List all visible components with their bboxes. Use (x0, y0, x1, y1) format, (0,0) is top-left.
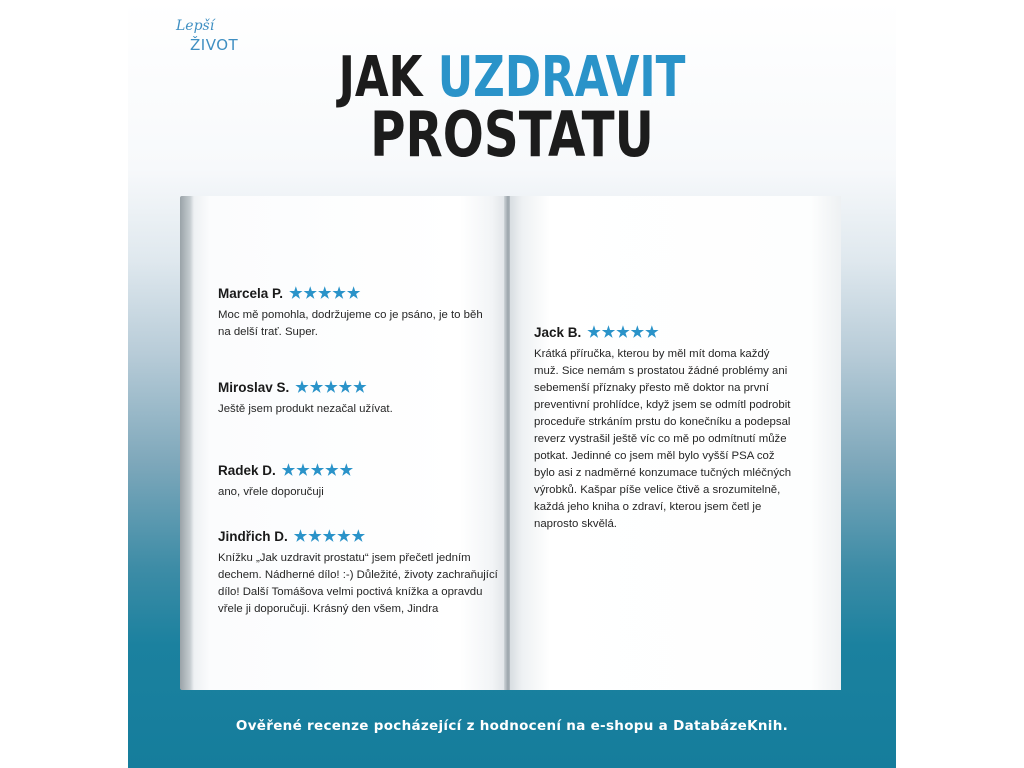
review-radek (218, 463, 498, 501)
star-icon: ★ (601, 324, 616, 341)
star-icon: ★ (296, 462, 310, 479)
caption: Ověřené recenze pocházející z hodnocení na e-shopu a DatabázeKnih. (235, 718, 789, 734)
star-icon: ★ (295, 379, 309, 396)
star-icon: ★ (317, 285, 332, 302)
star-icon: ★ (293, 528, 308, 545)
review-text: Ještě jsem produkt nezačal užívat. (218, 403, 393, 415)
rating-stars (289, 286, 360, 301)
star-icon: ★ (303, 285, 317, 302)
star-icon: ★ (587, 324, 601, 341)
star-icon: ★ (324, 379, 338, 396)
star-icon: ★ (351, 528, 366, 545)
title-word-uzdravit: UZDRAVIT (437, 45, 686, 110)
rating-stars (282, 463, 353, 478)
logo-word: ŽIVOT (190, 36, 239, 54)
promo-canvas (128, 0, 896, 768)
star-icon: ★ (337, 528, 351, 545)
star-icon: ★ (309, 379, 324, 396)
review-text: Moc mě pomohla, dodržujeme co je psáno, je to běh na delší trať. Super. (218, 309, 483, 338)
star-icon: ★ (322, 528, 337, 545)
star-icon: ★ (645, 324, 659, 341)
star-icon: ★ (281, 462, 296, 479)
reviewer-name: Marcela P. (218, 286, 284, 301)
star-icon: ★ (346, 285, 361, 302)
review-miroslav (218, 380, 498, 418)
star-icon: ★ (353, 379, 367, 396)
star-icon: ★ (630, 324, 645, 341)
logo-script: Lepší (176, 18, 215, 34)
rating-stars (587, 325, 658, 340)
star-icon: ★ (616, 324, 630, 341)
review-text: Krátká příručka, kterou by měl mít doma každý muž. Sice nemám s prostatou žádné problémy ani sebemenší příznaky přesto mě doktor na první preventivní prohlídce, když jsem se odmítl podrobit proceduře strkáním prstu do konečníku a podepsal reverz vystrašil ještě víc co mě po odmítnutí může potkat. Jedinné co jsem měl bylo vyšší PSA což bylo asi z nadměrné konzumace tučných mléčných výrobků. Kašpar píše velice čtivě a srozumitelně, každá jeho kniha o zdraví, kterou jsem četl je naprosto skvělá. (534, 348, 792, 530)
reviewer-name: Jack B. (534, 325, 582, 340)
review-marcela (218, 286, 498, 341)
star-icon: ★ (325, 462, 339, 479)
star-icon: ★ (332, 285, 346, 302)
review-text: ano, vřele doporučuji (218, 486, 324, 498)
star-icon: ★ (289, 285, 303, 302)
review-jack (534, 325, 796, 533)
review-jindrich (218, 529, 498, 618)
reviewer-name: Radek D. (218, 463, 276, 478)
rating-stars (295, 380, 366, 395)
rating-stars (294, 529, 365, 544)
reviewer-name: Miroslav S. (218, 380, 290, 395)
title-word-jak: JAK (338, 45, 423, 110)
star-icon: ★ (339, 462, 354, 479)
reviewer-name: Jindřich D. (218, 529, 288, 544)
star-icon: ★ (310, 462, 325, 479)
page-title-line-2: PROSTATU (370, 98, 654, 171)
review-text: Knížku „Jak uzdravit prostatu“ jsem přečetl jedním dechem. Nádherné dílo! :-) Důležité, životy zachraňující dílo! Další Tomášova velmi poctivá knížka a opravdu vřele ji doporučuji. Krásný den všem, Jindra (218, 552, 498, 615)
star-icon: ★ (338, 379, 353, 396)
star-icon: ★ (308, 528, 322, 545)
